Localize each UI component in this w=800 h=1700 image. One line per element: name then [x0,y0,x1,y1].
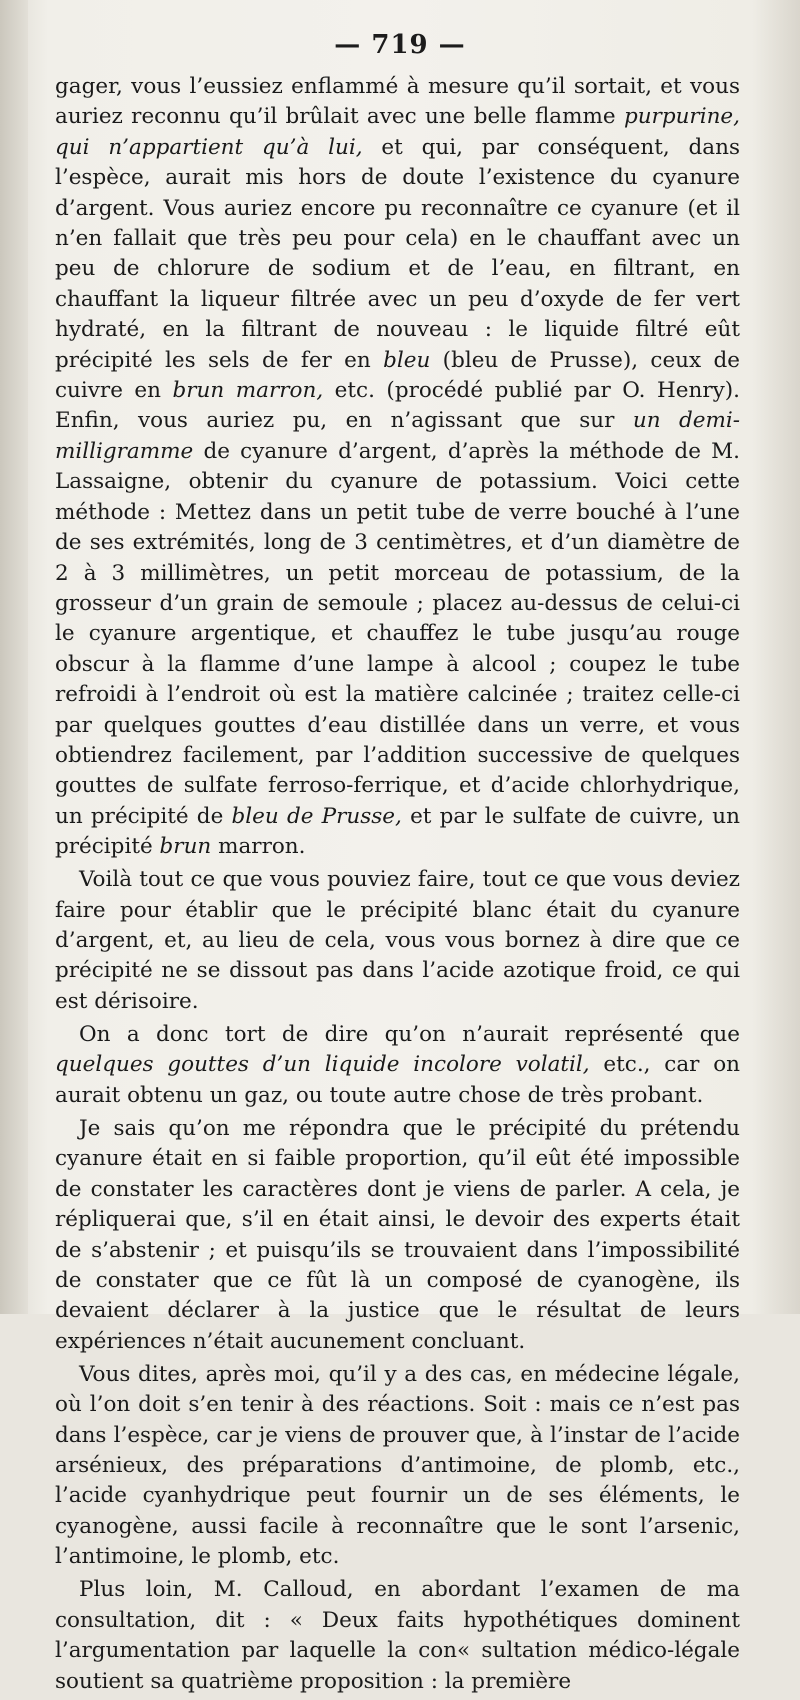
text-run: etc., car on aurait obtenu un gaz, ou toute autre chose de très probant. [55,1052,740,1108]
paragraph [55,1360,740,1573]
paragraph [55,1575,740,1697]
italic-text: bleu [383,347,431,373]
text-run: gager, vous l’eussiez enflammé à mesure qu’il sortait, et vous auriez reconnu qu’il brûlait avec une belle flamme [55,74,740,130]
page-number: — 719 — [334,30,466,60]
text-run: marron. [211,834,306,860]
text-run: On a donc tort de dire qu’on n’aurait représenté que [79,1021,740,1047]
italic-text: brun [159,834,212,860]
text-run: (bleu de Prusse), ceux de cuivre en [55,347,740,404]
paragraph [55,72,740,863]
text-run: Vous dites, après moi, qu’il y a des cas, en médecine légale, où l’on doit s’en tenir à des réactions. Soit : mais ce n’est pas dans l’espèce, car je viens de prouver que, à l’instar de l’acide arsénieux, des préparations d’antimoine, de plomb, etc., l’acide cyanhydrique peut fournir un de ses éléments, le cyanogène, aussi facile à reconnaître que le sont l’arsenic, l’antimoine, le plomb, etc. [55,1361,740,1570]
italic-text: un demi-milligramme [55,408,740,464]
paragraph [55,1020,740,1111]
paragraph [55,1114,740,1357]
italic-text: bleu de Prusse, [231,803,402,829]
paragraph [55,865,740,1017]
italic-text: quelques gouttes d’un liquide incolore volatil, [55,1052,590,1078]
text-run: de cyanure d’argent, d’après la méthode de M. Lassaigne, obtenir du cyanure de potassium. Voici cette méthode : Mettez dans un petit tube de verre bouché à l’une de ses extrémités, long de 3 centimètres, et d’un diamètre de 2 à 3 millimètres, un petit morceau de potassium, de la grosseur d’un grain de semoule ; placez au-dessus de celui-ci le cyanure argentique, et chauffez le tube jusqu’au rouge obscur à la flamme d’une lampe à alcool ; coupez le tube refroidi à l’endroit où est la matière calcinée ; traitez celle-ci par quelques gouttes d’eau distillée dans un verre, et vous obtiendrez facilement, par l’addition successive de quelques gouttes de sulfate ferroso-ferrique, et d’acide chlorhydrique, un précipité de [55,438,740,829]
text-run: Plus loin, M. Calloud, en abordant l’examen de ma consultation, dit : « Deux faits hypothétiques dominent l’argumentation par laquelle la con« sultation médico-légale soutient sa quatrième proposition : la première [55,1577,740,1694]
body-text [55,72,740,1700]
text-run: etc. (procédé publié par O. Henry). Enfin, vous auriez pu, en n’agissant que sur [55,378,740,434]
text-run: et qui, par conséquent, dans l’espèce, aurait mis hors de doute l’existence du cyanure d’argent. Vous auriez encore pu reconnaître ce cyanure (et il n’en fallait que très peu pour cela) en le chauffant avec un peu de chlorure de sodium et de l’eau, en filtrant, en chauffant la liqueur filtrée avec un peu d’oxyde de fer vert hydraté, en la filtrant de nouveau : le liquide filtré eût précipité les sels de fer en [55,134,740,373]
text-run: et par le sulfate de cuivre, un précipité [55,803,740,860]
text-run: Voilà tout ce que vous pouviez faire, tout ce que vous deviez faire pour établir que le précipité blanc était du cyanure d’argent, et, au lieu de cela, vous vous bornez à dire que ce précipité ne se dissout pas dans l’acide azotique froid, ce qui est dérisoire. [55,867,740,1014]
italic-text: brun marron, [172,378,324,404]
italic-text: purpurine, qui n’appartient qu’à lui, [55,104,740,160]
text-run: Je sais qu’on me répondra que le précipité du prétendu cyanure était en si faible proportion, qu’il eût été impossible de constater les caractères dont je viens de parler. A cela, je répliquerai que, s’il en était ainsi, le devoir des experts était de s’abstenir ; et puisqu’ils se trouvaient dans l’impossibilité de constater que ce fût là un composé de cyanogène, ils devaient déclarer à la justice que le résultat de leurs expériences n’était aucunement concluant. [55,1115,740,1354]
page-binding-shadow [0,0,28,1314]
